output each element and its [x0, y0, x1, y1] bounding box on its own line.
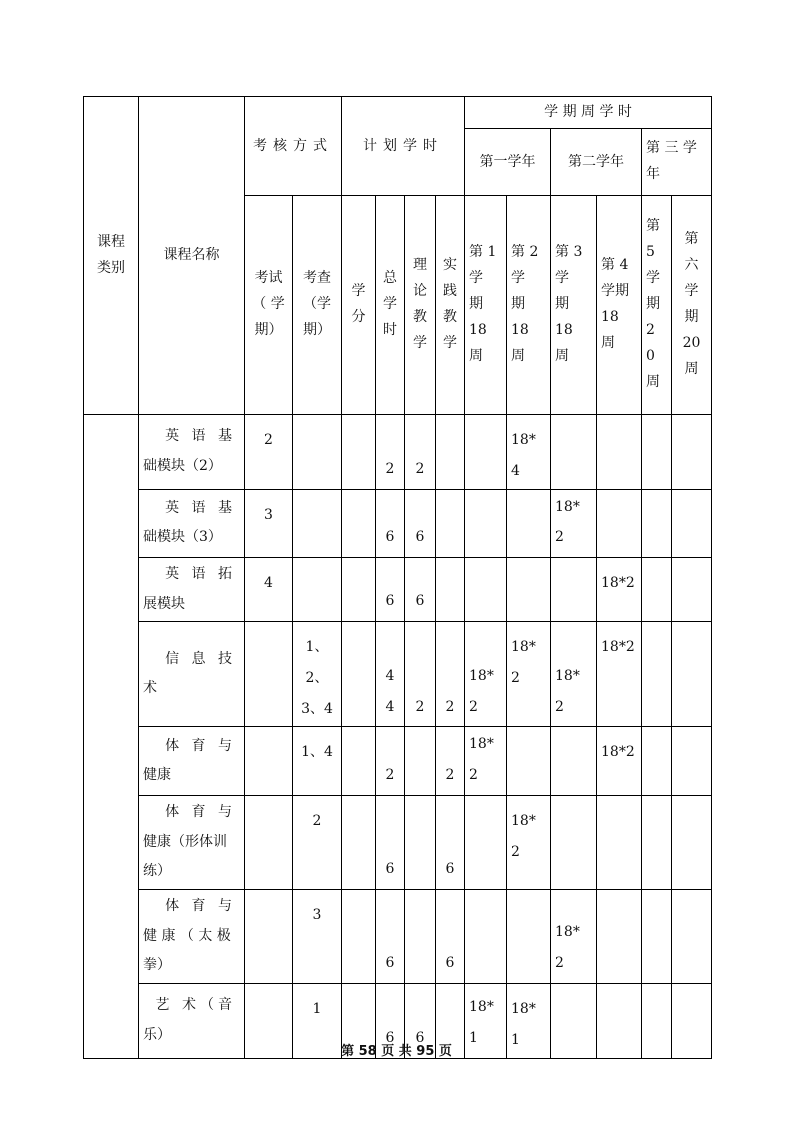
cell-check	[293, 558, 342, 622]
text-line: 18*2	[601, 575, 635, 592]
course-name-line: 础模块（2）	[143, 457, 222, 474]
course-name-line: 英 语 基	[165, 428, 236, 445]
text-line: 课程	[97, 233, 125, 250]
course-name-line: 础模块（3）	[143, 529, 222, 546]
cell-s1	[465, 558, 507, 622]
text-line: 2	[555, 529, 564, 546]
cell-check	[293, 889, 342, 983]
text-line: 18	[511, 321, 529, 338]
header-sem-6	[672, 196, 712, 415]
cell-theory	[405, 558, 436, 622]
text-line: 第 2	[511, 244, 539, 261]
course-name-cell	[139, 415, 245, 490]
text-line: 教	[443, 309, 457, 325]
header-year-1: 第一学年	[465, 129, 551, 196]
cell-s5	[642, 621, 672, 726]
cell-total	[376, 889, 405, 983]
table-row	[84, 489, 712, 558]
text-line: 2	[469, 767, 478, 784]
text-line: 第 三 学	[646, 140, 697, 157]
table-row	[84, 727, 712, 796]
cell-s3	[551, 727, 597, 796]
text-line: 期	[555, 296, 569, 313]
cell-theory	[405, 795, 436, 889]
text-line: 6	[385, 1029, 395, 1046]
text-line: 18*2	[601, 638, 635, 655]
text-line: 第	[684, 231, 699, 248]
cell-s4	[597, 415, 642, 490]
text-line: 18*	[511, 1000, 536, 1017]
text-line: 实	[443, 257, 457, 274]
text-line: 18*	[469, 736, 494, 753]
cell-s4	[597, 727, 642, 796]
text-line: 2	[555, 955, 564, 972]
text-line: 4	[385, 698, 395, 715]
text-line: 18	[469, 321, 487, 338]
cell-s1	[465, 889, 507, 983]
header-year-2: 第二学年	[551, 129, 642, 196]
cell-exam	[245, 489, 293, 558]
cell-s2	[507, 621, 551, 726]
text-line: 学	[443, 334, 457, 351]
cell-practice	[436, 621, 465, 726]
cell-check	[293, 795, 342, 889]
text-line: 6	[385, 593, 395, 610]
header-exam	[245, 196, 293, 415]
page-footer: 第 58 页 共 95 页	[341, 1044, 452, 1059]
text-line: 学	[646, 270, 660, 287]
text-line: 2	[445, 767, 455, 784]
cell-total	[376, 621, 405, 726]
text-line: 学	[684, 283, 699, 300]
course-name-line: 体 育 与	[165, 737, 236, 754]
course-name-line: 体 育 与	[165, 804, 236, 821]
course-name-line: 健 康 （ 太 极 拳）	[143, 927, 231, 974]
course-name-line: 乐）	[143, 1026, 171, 1043]
text-line: 18*	[555, 924, 580, 941]
text-line: 周	[601, 334, 615, 351]
header-credit	[342, 196, 376, 415]
text-line: 18*	[511, 638, 536, 655]
cell-exam	[245, 621, 293, 726]
text-line: 2	[385, 460, 395, 477]
text-line: 2	[264, 432, 273, 448]
text-line: 6	[385, 955, 395, 972]
cell-s3	[551, 795, 597, 889]
text-line: 期	[684, 309, 699, 325]
cell-total	[376, 415, 405, 490]
text-line: 1	[312, 1000, 322, 1017]
course-name-cell	[139, 889, 245, 983]
cell-total	[376, 795, 405, 889]
cell-credit	[342, 795, 376, 889]
header-sem-1	[465, 196, 507, 415]
cell-s6	[672, 727, 712, 796]
text-line: 18*	[555, 667, 580, 684]
text-line: 3	[312, 906, 322, 923]
cell-theory	[405, 489, 436, 558]
text-line: 第 1	[469, 244, 497, 261]
text-line: 2	[646, 321, 655, 338]
header-category	[84, 97, 139, 415]
text-line: 教	[413, 309, 427, 325]
course-name-line: 健康	[143, 767, 171, 784]
cell-check	[293, 415, 342, 490]
text-line: 6	[385, 861, 395, 878]
text-line: 4	[511, 462, 520, 479]
cell-exam	[245, 415, 293, 490]
course-name-cell	[139, 727, 245, 796]
header-sem-4	[597, 196, 642, 415]
cell-s1	[465, 795, 507, 889]
text-line: 期）	[303, 321, 331, 338]
cell-s5	[642, 795, 672, 889]
cell-s2	[507, 558, 551, 622]
course-name-cell	[139, 489, 245, 558]
text-line: 期	[646, 296, 660, 313]
cell-practice	[436, 727, 465, 796]
cell-s6	[672, 558, 712, 622]
cell-total	[376, 558, 405, 622]
text-line: 践	[443, 283, 457, 300]
text-line: 考查	[303, 270, 331, 287]
cell-s1	[465, 415, 507, 490]
cell-exam	[245, 795, 293, 889]
header-sem-2	[507, 196, 551, 415]
header-theory	[405, 196, 436, 415]
cell-s5	[642, 727, 672, 796]
cell-s4	[597, 489, 642, 558]
text-line: 2	[312, 812, 322, 829]
text-line: 期	[469, 296, 483, 313]
text-line: 18	[555, 321, 573, 338]
text-line: 2	[415, 698, 425, 715]
text-line: 年	[646, 166, 660, 182]
text-line: 第 3	[555, 244, 583, 261]
text-line: 时	[383, 321, 397, 338]
text-line: 6	[415, 529, 425, 546]
text-line: 总	[383, 270, 397, 287]
text-line: 论	[413, 283, 427, 300]
cell-s2	[507, 727, 551, 796]
cell-s4	[597, 889, 642, 983]
table-row	[84, 621, 712, 726]
header-assessment: 考核方式	[245, 97, 342, 196]
cell-theory	[405, 889, 436, 983]
text-line: 1	[511, 1031, 520, 1048]
cell-s4	[597, 558, 642, 622]
text-line: 18	[601, 309, 619, 325]
text-line: 理	[413, 257, 427, 274]
text-line: 4	[264, 575, 273, 592]
table-row	[84, 415, 712, 490]
cell-theory	[405, 621, 436, 726]
text-line: 5	[646, 244, 655, 261]
cell-s2	[507, 795, 551, 889]
cell-s3	[551, 415, 597, 490]
text-line: 2	[555, 698, 564, 715]
cell-s5	[642, 889, 672, 983]
course-name-line: 英 语 基	[165, 500, 236, 516]
text-line: （ 学	[252, 296, 285, 313]
text-line: 3、4	[301, 700, 333, 717]
table-row	[84, 558, 712, 622]
cell-credit	[342, 489, 376, 558]
text-line: 周	[684, 360, 699, 377]
cell-practice	[436, 795, 465, 889]
cell-total	[376, 489, 405, 558]
text-line: 18*	[511, 812, 536, 829]
cell-s4	[597, 795, 642, 889]
course-schedule-table	[83, 96, 712, 1059]
text-line: 2	[511, 669, 520, 686]
table-row	[84, 795, 712, 889]
header-sem-5	[642, 196, 672, 415]
cell-s5	[642, 489, 672, 558]
text-line: 6	[445, 955, 455, 972]
cell-check	[293, 621, 342, 726]
cell-credit	[342, 621, 376, 726]
cell-exam	[245, 558, 293, 622]
cell-check	[293, 727, 342, 796]
cell-credit	[342, 558, 376, 622]
text-line: 20	[682, 334, 701, 351]
cell-s6	[672, 795, 712, 889]
cell-s3	[551, 621, 597, 726]
text-line: 1、4	[301, 744, 333, 761]
text-line: 周	[646, 373, 660, 390]
text-line: 18*2	[601, 744, 635, 761]
header-sem-3	[551, 196, 597, 415]
text-line: 6	[385, 529, 395, 546]
text-line: 周	[511, 347, 525, 364]
text-line: 分	[351, 309, 366, 325]
text-line: 6	[445, 861, 455, 878]
text-line: 18*	[555, 498, 580, 515]
text-line: 18*	[511, 432, 536, 448]
header-check	[293, 196, 342, 415]
cell-s1	[465, 727, 507, 796]
course-name-line: 艺 术（音	[155, 997, 236, 1014]
cell-credit	[342, 889, 376, 983]
table-row	[84, 889, 712, 983]
text-line: 1	[469, 1029, 478, 1046]
course-name-line: 体 育 与	[165, 898, 236, 915]
cell-practice	[436, 489, 465, 558]
text-line: 2	[469, 698, 478, 715]
cell-exam	[245, 889, 293, 983]
text-line: 6	[415, 1029, 425, 1046]
cell-credit	[342, 727, 376, 796]
course-name-line: 术	[143, 680, 157, 697]
text-line: 学	[351, 283, 366, 300]
text-line: 18*	[469, 667, 494, 684]
course-name-cell	[139, 795, 245, 889]
text-line: 2	[511, 843, 520, 860]
text-line: 第	[646, 218, 660, 235]
course-name-line: 展模块	[143, 595, 185, 612]
text-line: 6	[415, 593, 425, 610]
cell-s3	[551, 558, 597, 622]
text-line: 18*	[469, 998, 494, 1015]
text-line: 类别	[97, 259, 125, 276]
text-line: 0	[646, 347, 655, 364]
cell-practice	[436, 889, 465, 983]
header-practice	[436, 196, 465, 415]
cell-s2	[507, 889, 551, 983]
header-year-3	[642, 129, 712, 196]
cell-s4	[597, 621, 642, 726]
course-name-line: 英 语 拓	[165, 566, 236, 583]
header-course-name: 课程名称	[139, 97, 245, 415]
course-name-cell	[139, 558, 245, 622]
cell-exam	[245, 727, 293, 796]
text-line: 2	[445, 698, 455, 715]
text-line: 学	[413, 334, 427, 351]
text-line: 考试	[254, 270, 283, 287]
cell-s6	[672, 621, 712, 726]
cell-s5	[642, 558, 672, 622]
cell-practice	[436, 415, 465, 490]
text-line: 第 4	[601, 257, 629, 274]
text-line: 学	[511, 270, 525, 287]
cell-s6	[672, 415, 712, 490]
cell-total	[376, 727, 405, 796]
header-planned-hours: 计划学时	[342, 97, 465, 196]
header-weekly-hours: 学 期 周 学 时	[465, 97, 712, 129]
course-name-line: 信 息 技	[165, 650, 236, 667]
category-cell	[84, 415, 139, 1059]
text-line: 学	[469, 270, 483, 287]
text-line: 3	[264, 506, 273, 523]
cell-s3	[551, 489, 597, 558]
text-line: 学	[555, 270, 569, 287]
text-line: 1、2、	[305, 638, 329, 686]
cell-check	[293, 489, 342, 558]
text-line: 2	[415, 460, 425, 477]
cell-s5	[642, 415, 672, 490]
course-name-cell	[139, 621, 245, 726]
cell-s3	[551, 889, 597, 983]
header-total-hours	[376, 196, 405, 415]
cell-s1	[465, 621, 507, 726]
text-line: 期）	[254, 321, 283, 338]
text-line: 2	[385, 767, 395, 784]
cell-s2	[507, 489, 551, 558]
text-line: 期	[511, 296, 525, 313]
text-line: 六	[684, 257, 699, 274]
text-line: 周	[469, 347, 483, 364]
cell-theory	[405, 727, 436, 796]
course-name-line: 健康（形体训练）	[143, 833, 227, 880]
text-line: 学期	[601, 283, 629, 300]
text-line: 学	[383, 296, 397, 313]
cell-s1	[465, 489, 507, 558]
cell-credit	[342, 415, 376, 490]
text-line: （学	[303, 296, 331, 313]
text-line: 周	[555, 347, 569, 364]
text-line: 4	[385, 667, 395, 684]
cell-s6	[672, 889, 712, 983]
cell-s2	[507, 415, 551, 490]
cell-s6	[672, 489, 712, 558]
cell-theory	[405, 415, 436, 490]
cell-practice	[436, 558, 465, 622]
